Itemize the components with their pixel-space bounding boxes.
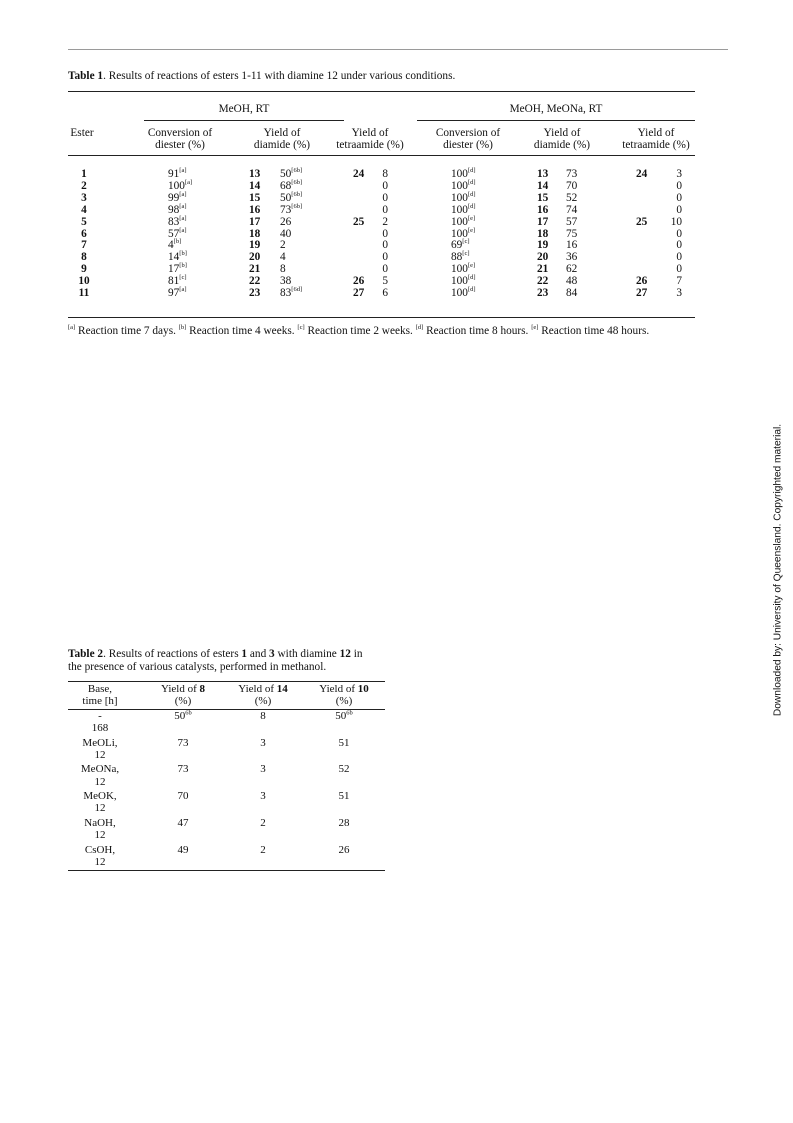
- table2-yield-10: 52: [338, 763, 350, 776]
- table1-tetraamide-yield: 0: [382, 179, 388, 192]
- table2-column-header-unit: (%): [174, 695, 192, 707]
- table2-yield-10: 51: [338, 790, 350, 803]
- table1-conversion-value: 81[c]: [168, 274, 187, 288]
- footnote-mark: [e]: [467, 214, 476, 222]
- table1-rule: [144, 120, 344, 121]
- table2-time: 12: [94, 775, 106, 788]
- table1-diamide-id: 17: [537, 215, 549, 228]
- table1-diamide-id: 18: [537, 227, 549, 240]
- footnote-mark: 6b: [346, 709, 353, 717]
- table1-diamide-id: 20: [249, 251, 261, 264]
- table1-tetraamide-yield: 5: [382, 275, 388, 288]
- table2-base: MeOK,: [83, 790, 117, 803]
- table1-conversion-value: 100[d]: [451, 202, 476, 216]
- footnote-mark: [6b]: [291, 202, 303, 210]
- footnote-mark: [a]: [179, 167, 187, 175]
- footnote-mark: [d]: [467, 202, 476, 210]
- table1-tetraamide-yield: 0: [382, 239, 388, 252]
- table1-diamide-id: 19: [537, 239, 549, 252]
- table1-tetraamide-yield: 3: [676, 168, 682, 180]
- table2-yield-14: 2: [260, 843, 266, 856]
- table1-tetraamide-yield: 0: [676, 227, 682, 240]
- table2-header-compound: 8: [199, 683, 205, 695]
- table2-base: MeOLi,: [82, 736, 118, 749]
- table2-rule: [68, 681, 385, 682]
- table1-diamide-id: 13: [537, 168, 549, 180]
- table1-tetraamide-yield: 0: [676, 251, 682, 264]
- footnote-mark: [d]: [415, 324, 424, 332]
- table2-time: 12: [94, 748, 106, 761]
- footnote-mark: [6b]: [291, 191, 303, 199]
- table2-time: 12: [94, 829, 106, 841]
- table1-conversion-value: 57[a]: [168, 226, 187, 240]
- table1-tetraamide-yield: 8: [382, 168, 388, 180]
- table1-column-header: Yield of: [637, 127, 675, 139]
- table2-yield-10: 51: [338, 736, 350, 749]
- table2-yield-14: 3: [260, 736, 266, 749]
- table1-tetraamide-yield: 0: [382, 263, 388, 276]
- footnote-text: Reaction time 8 hours.: [423, 325, 532, 337]
- table1-footnotes: [68, 325, 649, 337]
- table1-conversion-value: 100[d]: [451, 179, 476, 192]
- table1-diamide-yield: 40: [280, 227, 292, 240]
- table1-diamide-yield: 74: [566, 203, 578, 216]
- table2-column-header-unit: (%): [335, 695, 353, 707]
- table1-tetraamide-yield: 0: [676, 203, 682, 216]
- footnote-text: Reaction time 4 weeks.: [186, 325, 298, 337]
- footnote-mark: 6b: [185, 709, 192, 717]
- table1-diamide-id: 23: [537, 287, 549, 299]
- table1-ester-id: 5: [81, 215, 87, 228]
- table1-tetraamide-id: 27: [636, 287, 648, 299]
- table1-rule: [68, 317, 695, 318]
- table1-column-header: diamide (%): [533, 139, 591, 152]
- table2-base: -: [98, 710, 102, 722]
- table2-yield-10: $50^{6b}$: [335, 709, 353, 722]
- table1-column-header: Yield of: [543, 127, 581, 139]
- table1-column-header: diester (%): [155, 139, 205, 152]
- table1-diamide-yield: 73: [566, 168, 578, 180]
- footnote-mark: [a]: [68, 324, 76, 332]
- table1-conversion-value: 100[d]: [451, 286, 476, 299]
- table2-yield-14: 2: [260, 816, 266, 829]
- footnote-text: Reaction time 2 weeks.: [304, 325, 416, 337]
- table1-caption: [68, 70, 455, 83]
- table2-base: MeONa,: [80, 763, 120, 776]
- table1-diamide-yield: 38: [280, 275, 292, 288]
- table2-yield-14: 8: [260, 710, 266, 722]
- table1-label: Table 1: [68, 70, 104, 82]
- table2-time: 168: [91, 722, 109, 735]
- table1-column-header: Yield of: [263, 127, 301, 139]
- table2-caption-part: and: [247, 648, 270, 660]
- table1-diamide-id: 16: [249, 203, 261, 216]
- table1-ester-id: 11: [78, 287, 90, 299]
- table1-tetraamide-yield: 0: [382, 251, 388, 264]
- table1-rule: [417, 120, 695, 121]
- footnote-mark: [d]: [467, 286, 476, 294]
- table2-label: Table 2: [68, 648, 104, 660]
- footnote-mark: [d]: [467, 191, 476, 199]
- footnote-mark: [a]: [179, 214, 187, 222]
- table2-rule: [68, 870, 385, 871]
- footnote-mark: [b]: [179, 250, 187, 258]
- table1-diamide-id: 15: [249, 191, 261, 204]
- footnote-mark: [d]: [467, 179, 476, 187]
- footnote-text: Reaction time 48 hours.: [538, 325, 650, 337]
- footnote-mark: [6d]: [291, 286, 303, 294]
- table2-column-header: Yield of 14: [238, 683, 288, 695]
- table2-caption-compound: 12: [339, 648, 351, 660]
- table1-tetraamide-yield: 0: [676, 179, 682, 192]
- table2-column-header: Yield of 10: [319, 683, 369, 695]
- table2-yield-8: 49: [177, 843, 189, 856]
- table1-diamide-id: 22: [537, 275, 549, 288]
- table1-conversion-value: 98[a]: [168, 202, 187, 216]
- table1-tetraamide-yield: 2: [382, 215, 388, 228]
- table1-conversion-value: 100[d]: [451, 274, 476, 288]
- table1-tetraamide-yield: 0: [382, 227, 388, 240]
- table1-conversion-value: 100[e]: [451, 214, 476, 228]
- table2-column-header-unit: time [h]: [82, 695, 118, 707]
- table1-diamide-id: 23: [249, 287, 261, 299]
- table1-diamide-yield: 36: [566, 251, 578, 264]
- table1-conversion-value: 83[a]: [168, 214, 187, 228]
- table1-caption-text: . Results of reactions of esters 1-11 with diamine 12 under various conditions.: [103, 70, 456, 82]
- table1-diamide-id: 13: [249, 168, 261, 180]
- footnote-mark: [d]: [467, 274, 476, 282]
- table1-ester-id: 4: [81, 203, 87, 216]
- footnote-mark: [b]: [173, 238, 182, 246]
- table1-conversion-value: 69[c]: [451, 238, 470, 252]
- table1-diamide-id: 16: [537, 203, 549, 216]
- footnote-mark: [a]: [179, 202, 187, 210]
- table1-conversion-value: 17[b]: [168, 262, 187, 276]
- footnote-mark: [c]: [462, 250, 470, 258]
- table1-diamide-yield: 50[6b]: [280, 191, 303, 204]
- table2-column-header: Base,: [87, 683, 113, 695]
- table1: [68, 91, 695, 318]
- table1-rule: [68, 155, 695, 156]
- table1-conversion-value: 91[a]: [168, 167, 187, 180]
- table1-column-header: Yield of: [351, 127, 389, 139]
- table1-column-header: tetraamide (%): [336, 139, 404, 152]
- table2: [68, 681, 385, 871]
- table1-conversion-value: 88[c]: [451, 250, 470, 264]
- table1-diamide-id: 14: [249, 179, 261, 192]
- table1-conversion-value: 14[b]: [168, 250, 187, 264]
- table1-conversion-value: 100[a]: [168, 179, 193, 192]
- table1-ester-id: 6: [81, 227, 87, 240]
- table1-group-left: MeOH, RT: [218, 103, 270, 115]
- table1-column-header: Conversion of: [435, 127, 501, 139]
- table2-time: 12: [94, 855, 106, 868]
- table2-yield-14: 3: [260, 763, 266, 776]
- table1-tetraamide-yield: 7: [676, 275, 682, 288]
- table1-conversion-value: 99[a]: [168, 191, 187, 204]
- table1-diamide-yield: 75: [566, 227, 578, 240]
- table1-diamide-yield: 62: [566, 263, 578, 276]
- table2-column-header: Yield of 8: [161, 683, 205, 695]
- table1-diamide-yield: 16: [566, 239, 578, 252]
- table1-diamide-yield: 57: [566, 215, 578, 228]
- table1-ester-id: 7: [81, 239, 87, 252]
- table1-tetraamide-id: 24: [636, 168, 648, 180]
- table1-diamide-yield: 52: [566, 191, 578, 204]
- table1-column-header: diamide (%): [253, 139, 311, 152]
- table1-diamide-yield: 48: [566, 275, 578, 288]
- footnote-mark: [b]: [178, 324, 187, 332]
- table1-tetraamide-id: 26: [636, 275, 648, 288]
- table2-caption-part: in: [350, 648, 363, 660]
- table1-diamide-yield: 26: [280, 215, 292, 228]
- table1-tetraamide-yield: 0: [382, 191, 388, 204]
- footnote-mark: [b]: [179, 262, 187, 270]
- footnote-mark: [6b]: [291, 167, 303, 175]
- table1-diamide-id: 18: [249, 227, 261, 240]
- table2-yield-8: $50^{6b}$: [174, 709, 192, 722]
- footnote-mark: [c]: [179, 274, 187, 282]
- table1-conversion-value: 100[e]: [451, 226, 476, 240]
- table2-caption-part: . Results of reactions of esters: [103, 648, 242, 660]
- table1-ester-id: 9: [81, 263, 87, 276]
- table2-yield-8: 73: [177, 763, 189, 776]
- footnote-mark: [a]: [179, 191, 187, 199]
- table2-yield-8: 47: [177, 816, 189, 829]
- table1-ester-id: 1: [81, 168, 87, 180]
- table1-diamide-id: 15: [537, 191, 549, 204]
- table2-column-header-unit: (%): [254, 695, 272, 707]
- table1-tetraamide-yield: 0: [676, 263, 682, 276]
- table1-diamide-id: 21: [249, 263, 261, 276]
- table1-diamide-yield: 83[6d]: [280, 286, 303, 299]
- table1-column-header: diester (%): [443, 139, 493, 152]
- page-top-rule: [68, 49, 728, 50]
- table1-diamide-yield: 70: [566, 179, 578, 192]
- table1-tetraamide-yield: 0: [676, 239, 682, 252]
- table1-tetraamide-id: 27: [353, 287, 365, 299]
- table1-diamide-id: 20: [537, 251, 549, 264]
- table2-header-compound: 10: [357, 683, 369, 695]
- table1-tetraamide-id: 26: [353, 275, 365, 288]
- footnote-mark: [a]: [179, 286, 187, 294]
- table1-diamide-id: 14: [537, 179, 549, 192]
- table1-conversion-value: 100[d]: [451, 191, 476, 204]
- table2-header-compound: 14: [276, 683, 288, 695]
- table1-ester-id: 10: [78, 275, 90, 288]
- table1-conversion-value: 97[a]: [168, 286, 187, 299]
- table2-time: 12: [94, 802, 106, 815]
- table1-tetraamide-id: 25: [353, 215, 365, 228]
- table2-base: CsOH,: [84, 843, 116, 856]
- table1-tetraamide-id: 25: [636, 215, 648, 228]
- table1-ester-id: 8: [81, 251, 87, 264]
- footnote-mark: [d]: [467, 167, 476, 175]
- table2-base: NaOH,: [84, 816, 116, 829]
- footnote-mark: [a]: [184, 179, 193, 187]
- table2-caption-compound: 3: [269, 648, 275, 660]
- table1-diamide-yield: 84: [566, 287, 578, 299]
- table1-column-header: Conversion of: [147, 127, 213, 139]
- footnote-mark: [c]: [297, 324, 305, 332]
- table1-tetraamide-yield: 6: [382, 287, 388, 299]
- table1-group-right: MeOH, MeONa, RT: [509, 103, 603, 115]
- table2-caption-part: with diamine: [274, 648, 340, 660]
- table1-ester-id: 2: [81, 179, 87, 192]
- table1-ester-id: 3: [81, 191, 87, 204]
- table1-column-header: tetraamide (%): [622, 139, 690, 152]
- footnote-mark: [e]: [467, 226, 476, 234]
- table2-yield-14: 3: [260, 790, 266, 803]
- footnote-mark: [6b]: [291, 179, 303, 187]
- table2-caption: [68, 648, 398, 674]
- table1-conversion-value: 100[e]: [451, 262, 476, 276]
- table1-conversion-value: 4[b]: [168, 238, 182, 252]
- table2-caption-compound: 1: [241, 648, 248, 660]
- table1-diamide-id: 17: [249, 215, 261, 228]
- table1-tetraamide-yield: 0: [676, 191, 682, 204]
- table1-diamide-id: 21: [537, 263, 549, 276]
- table1-tetraamide-yield: 10: [670, 215, 682, 228]
- footnote-mark: [e]: [531, 324, 539, 332]
- footnote-text: Reaction time 7 days.: [75, 325, 179, 337]
- table1-column-header: Ester: [70, 127, 94, 139]
- table1-tetraamide-yield: 0: [382, 203, 388, 216]
- table1-diamide-yield: 8: [280, 263, 286, 276]
- table2-yield-8: 73: [177, 736, 189, 749]
- table2-yield-8: 70: [177, 790, 189, 803]
- table1-diamide-id: 19: [249, 239, 261, 252]
- table1-diamide-yield: 2: [280, 239, 286, 252]
- table1-diamide-yield: 50[6b]: [280, 167, 303, 180]
- table2-caption-line2: the presence of various catalysts, performed in methanol.: [68, 661, 327, 673]
- table1-diamide-id: 22: [249, 275, 261, 288]
- table1-tetraamide-id: 24: [353, 168, 365, 180]
- table1-diamide-yield: 73[6b]: [280, 202, 303, 216]
- table1-conversion-value: 100[d]: [451, 167, 476, 180]
- table1-diamide-yield: 68[6b]: [280, 179, 303, 192]
- footnote-mark: [c]: [462, 238, 470, 246]
- download-notice: Downloaded by: University of Queensland. Copyrighted material.: [772, 423, 784, 717]
- footnote-mark: [a]: [179, 226, 187, 234]
- table1-rule: [68, 91, 695, 92]
- table2-yield-10: 28: [338, 816, 350, 829]
- table2-yield-10: 26: [338, 843, 350, 856]
- footnote-mark: [e]: [467, 262, 476, 270]
- table1-diamide-yield: 4: [280, 251, 286, 264]
- table1-tetraamide-yield: 3: [676, 287, 682, 299]
